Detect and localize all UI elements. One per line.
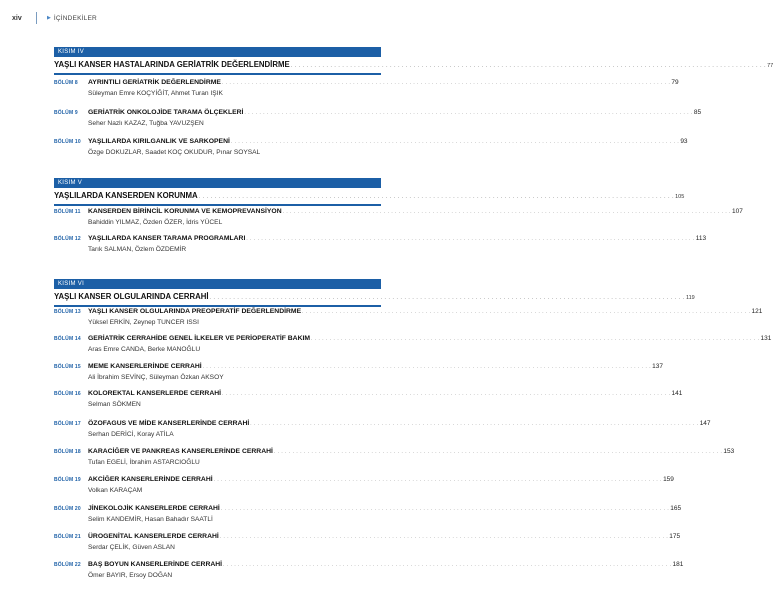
chapter-page: 85	[693, 109, 702, 116]
leader-dots: . . . . . . . . . . . . . . . . . . . . . . . . . . . . . . . . . . . . . . . . . . . . . . . . . . . . . . . . . . . . . . . . . . . . . . . . . . . . . . . . . . . . . . . . . . . . . . . . . . . . . . . . . . . . . . . . . . . . . . . .	[219, 534, 669, 539]
chapter-label: BÖLÜM 9	[54, 110, 78, 116]
chapter-title: JİNEKOLOJİK KANSERLERDE CERRAHİ	[88, 505, 220, 512]
chapter-page: 131	[760, 335, 772, 342]
part-v	[54, 178, 685, 206]
chapter-entry[interactable]	[54, 79, 679, 98]
chapter-entry[interactable]	[54, 138, 688, 157]
chapter-authors: Serhan DERİCİ, Koray ATİLA	[88, 431, 174, 438]
leader-dots: . . . . . . . . . . . . . . . . . . . . . . . . . . . . . . . . . . . . . . . . . . . . . . . . . . . . . . . . . . . . . . . . . . . . . . . . . . . . . . . . . . . . . . . . . . . . . . . . . . . . . . . . . . . . . . . . . . . . . . . .	[198, 194, 675, 200]
chapter-page: 147	[699, 420, 711, 427]
chapter-entry[interactable]	[54, 476, 674, 495]
chapter-title: YAŞLILARDA KIRILGANLIK VE SARKOPENİ	[88, 138, 230, 145]
chapter-title: GERİATRİK ONKOLOJİDE TARAMA ÖLÇEKLERİ	[88, 109, 244, 116]
chapter-entry[interactable]	[54, 505, 682, 524]
part-title: YAŞLI KANSER HASTALARINDA GERİATRİK DEĞERLENDİRME	[54, 60, 290, 69]
part-title: YAŞLILARDA KANSERDEN KORUNMA	[54, 191, 198, 200]
chapter-page: 159	[663, 476, 674, 483]
chapter-entry[interactable]	[54, 420, 711, 439]
chapter-page: 153	[723, 448, 735, 455]
chapter-entry[interactable]	[54, 363, 663, 382]
chapter-label: BÖLÜM 19	[54, 477, 81, 483]
chapter-authors: Ömer BAYIR, Ersoy DOĞAN	[88, 572, 173, 579]
chapter-title: KOLOREKTAL KANSERLERDE CERRAHİ	[88, 390, 222, 397]
chapter-entry[interactable]	[54, 208, 743, 227]
chapter-page: 141	[671, 390, 683, 397]
chapter-label: BÖLÜM 21	[54, 534, 81, 540]
chapter-page: 175	[669, 533, 681, 540]
chapter-authors: Serdar ÇELİK, Güven ASLAN	[88, 544, 175, 551]
part-title-row[interactable]	[54, 60, 773, 72]
chapter-title: KANSERDEN BİRİNCİL KORUNMA VE KEMOPREVANSİYON	[88, 208, 282, 215]
chapter-title: ÜROGENİTAL KANSERLERDE CERRAHİ	[88, 533, 219, 540]
header-divider	[36, 12, 37, 24]
leader-dots: . . . . . . . . . . . . . . . . . . . . . . . . . . . . . . . . . . . . . . . . . . . . . . . . . . . . . . . . . . . . . . . . . . . . . . . . . . . . . . . . . . . . . . . . . . . . . . . . . . . . . . . . . . . . . . . . . . . . . . . .	[221, 80, 671, 85]
chapter-page: 93	[680, 138, 688, 145]
chapter-title: YAŞLILARDA KANSER TARAMA PROGRAMLARI	[88, 235, 246, 242]
part-page: 105	[675, 194, 685, 200]
part-title-row[interactable]	[54, 191, 685, 203]
arrow-right-icon: ▶	[47, 15, 51, 21]
chapter-label: BÖLÜM 8	[54, 80, 78, 86]
part-rule	[54, 204, 381, 206]
leader-dots: . . . . . . . . . . . . . . . . . . . . . . . . . . . . . . . . . . . . . . . . . . . . . . . . . . . . . . . . . . . . . . . . . . . . . . . . . . . . . . . . . . . . . . . . . . . . . . . . . . . . . . . . . . . . . . . . . . . . . . . .	[223, 562, 672, 567]
leader-dots: . . . . . . . . . . . . . . . . . . . . . . . . . . . . . . . . . . . . . . . . . . . . . . . . . . . . . . . . . . . . . . . . . . . . . . . . . . . . . . . . . . . . . . . . . . . . . . . . . . . . . . . . . . . . . . . . . . . . . . . .	[273, 449, 723, 454]
part-vi	[54, 279, 695, 307]
running-header	[12, 11, 97, 25]
chapter-authors: Ali İbrahim SEVİNÇ, Süleyman Özkan AKSOY	[88, 374, 224, 381]
part-page: 77	[767, 63, 773, 69]
chapter-entry[interactable]	[54, 109, 702, 128]
chapter-title: AKCİĞER KANSERLERİNDE CERRAHİ	[88, 476, 213, 483]
chapter-entry[interactable]	[54, 308, 763, 327]
chapter-label: BÖLÜM 18	[54, 449, 81, 455]
leader-dots: . . . . . . . . . . . . . . . . . . . . . . . . . . . . . . . . . . . . . . . . . . . . . . . . . . . . . . . . . . . . . . . . . . . . . . . . . . . . . . . . . . . . . . . . . . . . . . . . . . . . . . . . . . . . . . . . . . . . . . . .	[302, 309, 751, 314]
chapter-entry[interactable]	[54, 335, 772, 354]
header-title: İÇİNDEKİLER	[53, 14, 97, 22]
chapter-authors: Volkan KARAÇAM	[88, 487, 143, 494]
chapter-page: 113	[695, 235, 707, 242]
chapter-authors: Yüksel ERKİN, Zeynep TUNCER ISSI	[88, 319, 199, 326]
part-title: YAŞLI KANSER OLGULARINDA CERRAHİ	[54, 292, 209, 301]
chapter-entry[interactable]	[54, 561, 684, 580]
leader-dots: . . . . . . . . . . . . . . . . . . . . . . . . . . . . . . . . . . . . . . . . . . . . . . . . . . . . . . . . . . . . . . . . . . . . . . . . . . . . . . . . . . . . . . . . . . . . . . . . . . . . . . . . . . . . . . . . . . . . . . . .	[202, 364, 652, 369]
leader-dots: . . . . . . . . . . . . . . . . . . . . . . . . . . . . . . . . . . . . . . . . . . . . . . . . . . . . . . . . . . . . . . . . . . . . . . . . . . . . . . . . . . . . . . . . . . . . . . . . . . . . . . . . . . . . . . . . . . . . . . . .	[209, 295, 685, 301]
chapter-title: GERİATRİK CERRAHİDE GENEL İLKELER VE PERİOPERATİF BAKIM	[88, 335, 311, 342]
leader-dots: . . . . . . . . . . . . . . . . . . . . . . . . . . . . . . . . . . . . . . . . . . . . . . . . . . . . . . . . . . . . . . . . . . . . . . . . . . . . . . . . . . . . . . . . . . . . . . . . . . . . . . . . . . . . . . . . . . . . . . . .	[250, 421, 699, 426]
chapter-label: BÖLÜM 14	[54, 336, 81, 342]
part-label: KISIM VI	[54, 279, 381, 289]
part-page: 119	[685, 295, 695, 301]
part-iv	[54, 47, 773, 75]
chapter-label: BÖLÜM 10	[54, 139, 81, 145]
leader-dots: . . . . . . . . . . . . . . . . . . . . . . . . . . . . . . . . . . . . . . . . . . . . . . . . . . . . . . . . . . . . . . . . . . . . . . . . . . . . . . . . . . . . . . . . . . . . . . . . . . . . . . . . . . . . . . . . . . . . . . . .	[213, 477, 663, 482]
chapter-authors: Selman SÖKMEN	[88, 401, 141, 408]
chapter-authors: Bahiddin YILMAZ, Özden ÖZER, İdris YÜCEL	[88, 219, 223, 226]
chapter-title: KARACİĞER VE PANKREAS KANSERLERİNDE CERRAHİ	[88, 448, 273, 455]
chapter-title: ÖZOFAGUS VE MİDE KANSERLERİNDE CERRAHİ	[88, 420, 250, 427]
chapter-authors: Tufan EGELİ, İbrahim ASTARCIOĞLU	[88, 459, 200, 466]
leader-dots: . . . . . . . . . . . . . . . . . . . . . . . . . . . . . . . . . . . . . . . . . . . . . . . . . . . . . . . . . . . . . . . . . . . . . . . . . . . . . . . . . . . . . . . . . . . . . . . . . . . . . . . . . . . . . . . . . . . . . . . .	[244, 110, 693, 115]
leader-dots: . . . . . . . . . . . . . . . . . . . . . . . . . . . . . . . . . . . . . . . . . . . . . . . . . . . . . . . . . . . . . . . . . . . . . . . . . . . . . . . . . . . . . . . . . . . . . . . . . . . . . . . . . . . . . . . . . . . . . . . .	[246, 236, 695, 241]
chapter-page: 137	[652, 363, 663, 370]
chapter-authors: Süleyman Emre KOÇYİĞİT, Ahmet Turan IŞIK	[88, 90, 223, 97]
leader-dots: . . . . . . . . . . . . . . . . . . . . . . . . . . . . . . . . . . . . . . . . . . . . . . . . . . . . . . . . . . . . . . . . . . . . . . . . . . . . . . . . . . . . . . . . . . . . . . . . . . . . . . . . . . . . . . . . . . . . . . . .	[311, 336, 760, 341]
part-rule	[54, 305, 381, 307]
part-label: KISIM IV	[54, 47, 381, 57]
chapter-page: 181	[672, 561, 684, 568]
chapter-authors: Tarık SALMAN, Özlem ÖZDEMİR	[88, 246, 187, 253]
chapter-title: MEME KANSERLERİNDE CERRAHİ	[88, 363, 202, 370]
chapter-label: BÖLÜM 13	[54, 309, 81, 315]
chapter-authors: Aras Emre CANDA, Berke MANOĞLU	[88, 346, 201, 353]
chapter-label: BÖLÜM 15	[54, 364, 81, 370]
chapter-page: 121	[751, 308, 763, 315]
chapter-label: BÖLÜM 12	[54, 236, 81, 242]
chapter-label: BÖLÜM 22	[54, 562, 81, 568]
chapter-label: BÖLÜM 20	[54, 506, 81, 512]
chapter-label: BÖLÜM 16	[54, 391, 81, 397]
chapter-page: 79	[671, 79, 679, 86]
leader-dots: . . . . . . . . . . . . . . . . . . . . . . . . . . . . . . . . . . . . . . . . . . . . . . . . . . . . . . . . . . . . . . . . . . . . . . . . . . . . . . . . . . . . . . . . . . . . . . . . . . . . . . . . . . . . . . . . . . . . . . . .	[222, 391, 671, 396]
chapter-label: BÖLÜM 11	[54, 209, 81, 215]
part-label: KISIM V	[54, 178, 381, 188]
leader-dots: . . . . . . . . . . . . . . . . . . . . . . . . . . . . . . . . . . . . . . . . . . . . . . . . . . . . . . . . . . . . . . . . . . . . . . . . . . . . . . . . . . . . . . . . . . . . . . . . . . . . . . . . . . . . . . . . . . . . . . . .	[282, 209, 732, 214]
chapter-authors: Seher Nazlı KAZAZ, Tuğba YAVUZŞEN	[88, 120, 204, 127]
chapter-title: AYRINTILI GERİATRİK DEĞERLENDİRME	[88, 79, 221, 86]
leader-dots: . . . . . . . . . . . . . . . . . . . . . . . . . . . . . . . . . . . . . . . . . . . . . . . . . . . . . . . . . . . . . . . . . . . . . . . . . . . . . . . . . . . . . . . . . . . . . . . . . . . . . . . . . . . . . . . . . . . . . . . .	[290, 63, 767, 69]
part-title-row[interactable]	[54, 292, 695, 304]
chapter-entry[interactable]	[54, 533, 681, 552]
chapter-title: BAŞ BOYUN KANSERLERİNDE CERRAHİ	[88, 561, 223, 568]
chapter-entry[interactable]	[54, 390, 683, 409]
chapter-entry[interactable]	[54, 448, 735, 467]
part-rule	[54, 73, 381, 75]
leader-dots: . . . . . . . . . . . . . . . . . . . . . . . . . . . . . . . . . . . . . . . . . . . . . . . . . . . . . . . . . . . . . . . . . . . . . . . . . . . . . . . . . . . . . . . . . . . . . . . . . . . . . . . . . . . . . . . . . . . . . . . .	[220, 506, 670, 511]
chapter-title: YAŞLI KANSER OLGULARINDA PREOPERATİF DEĞERLENDİRME	[88, 308, 302, 315]
chapter-authors: Özge DOKUZLAR, Saadet KOÇ OKUDUR, Pınar SOYSAL	[88, 149, 261, 156]
leader-dots: . . . . . . . . . . . . . . . . . . . . . . . . . . . . . . . . . . . . . . . . . . . . . . . . . . . . . . . . . . . . . . . . . . . . . . . . . . . . . . . . . . . . . . . . . . . . . . . . . . . . . . . . . . . . . . . . . . . . . . . .	[230, 139, 680, 144]
chapter-page: 165	[670, 505, 682, 512]
chapter-entry[interactable]	[54, 235, 707, 254]
chapter-page: 107	[732, 208, 743, 215]
chapter-authors: Selim KANDEMİR, Hasan Bahadır SAATLİ	[88, 516, 213, 523]
chapter-label: BÖLÜM 17	[54, 421, 81, 427]
page-number: xiv	[12, 14, 22, 22]
